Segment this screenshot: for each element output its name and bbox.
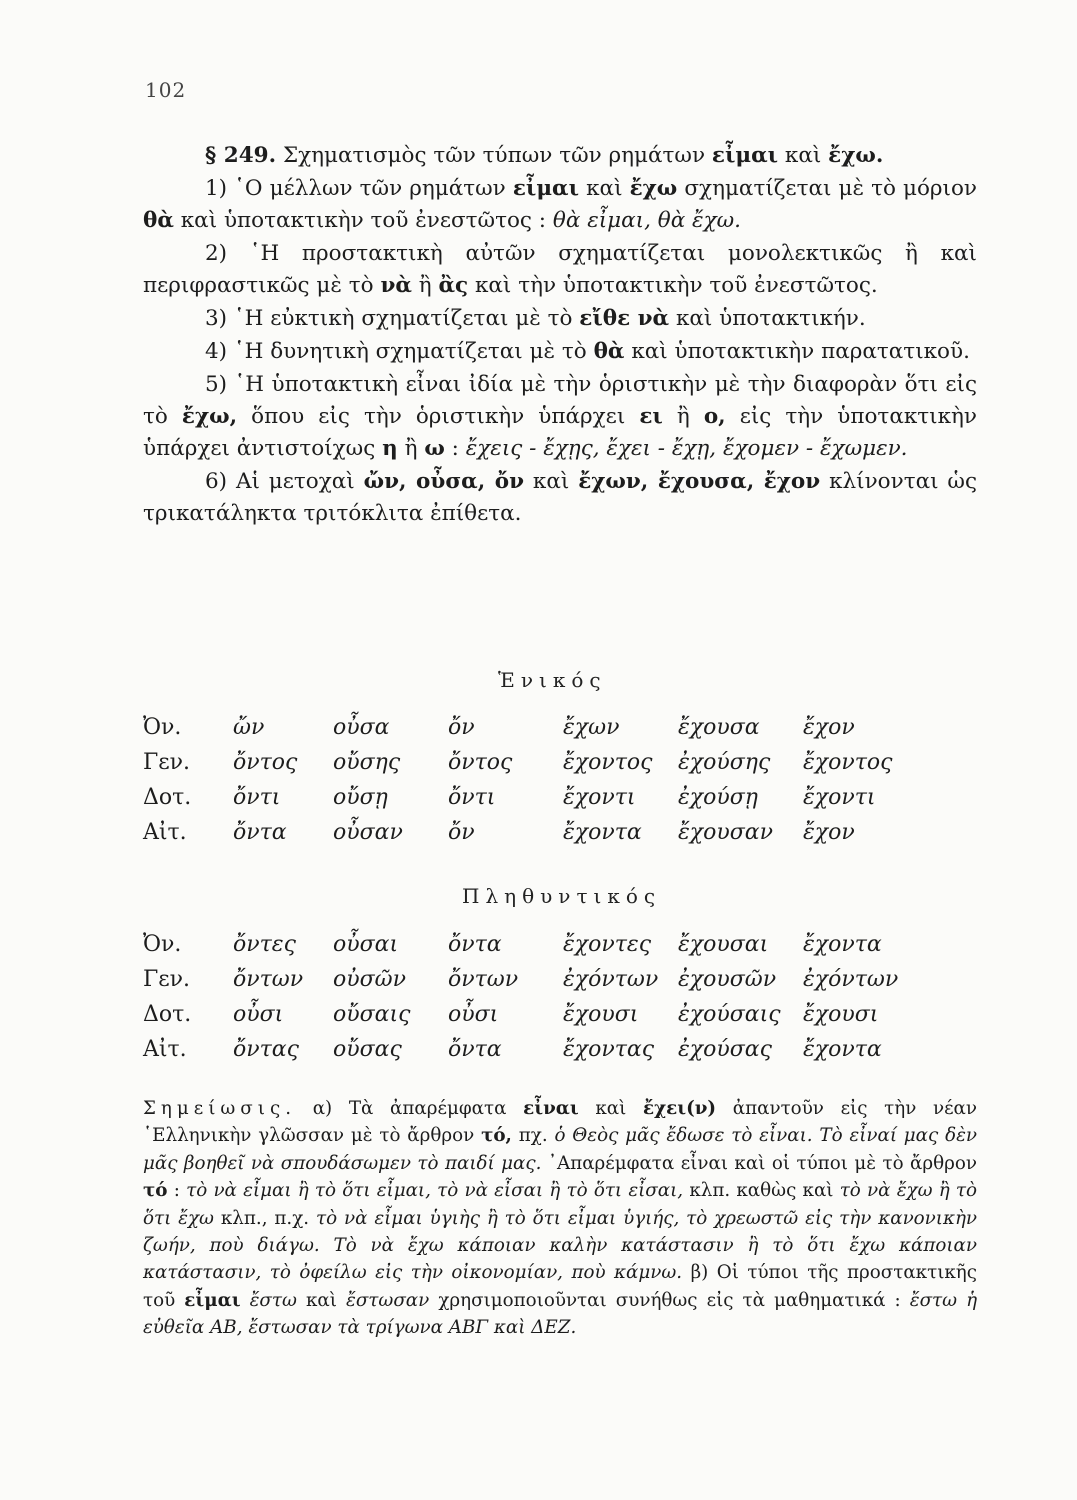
paragraph-3: 3) ῾Η εὐκτικὴ σχηματίζεται μὲ τὸ εἴθε νὰ καὶ ὑποτακτικήν. <box>205 306 866 331</box>
page-number: 102 <box>145 78 187 102</box>
paragraph-1: 1) ῾Ο μέλλων τῶν ρημάτων εἶμαι καὶ ἔχω σχηματίζεται μὲ τὸ μόριον θὰ καὶ ὑποτακτικὴν τοῦ ἐνεστῶτος : θὰ εἶμαι, θὰ ἔχω. <box>143 176 978 233</box>
paragraph-5: 5) ῾Η ὑποτακτικὴ εἶναι ἰδία μὲ τὴν ὁριστικὴν μὲ τὴν διαφορὰν ὅτι εἰς τὸ ἔχω, ὅπου εἰς τὴν ὁριστικὴν ὑπάρχει ει ἢ ο, εἰς τὴν ὑποτακτικὴν ὑπάρχει ἀντιστοίχως η ἢ ω : ἔχεις - ἔχῃς, ἔχει - ἔχῃ, ἔχομεν - ἔχωμεν. <box>143 372 977 461</box>
plural-title: Πληθυντικός <box>462 884 662 908</box>
main-text <box>143 140 977 531</box>
paragraph-6: 6) Αἱ μετοχαὶ ὤν, οὖσα, ὄν καὶ ἔχων, ἔχουσα, ἔχον κλίνονται ὡς τρικατάληκτα τριτόκλιτα ἐπίθετα. <box>143 469 977 526</box>
paragraph-4: 4) ῾Η δυνητικὴ σχηματίζεται μὲ τὸ θὰ καὶ ὑποτακτικὴν παρατατικοῦ. <box>205 339 970 364</box>
singular-title: Ἑνικός <box>498 668 607 692</box>
note-label: Σημείωσις. <box>143 1098 297 1119</box>
note: Σημείωσις. α) Τὰ ἀπαρέμφατα εἶναι καὶ ἔχει(ν) ἀπαντοῦν εἰς τὴν νέαν ῾Ελληνικὴν γλῶσσαν μὲ τὸ ἄρθρον τό, πχ. ὁ Θεὸς μᾶς ἔδωσε τὸ εἶναι. Τὸ εἶναί μας δὲν μᾶς βοηθεῖ νὰ σπουδάσωμεν τὸ παιδί μας. ᾿Απαρέμφατα εἶναι καὶ οἱ τύποι μὲ τὸ ἄρθρον τό : τὸ νὰ εἶμαι ἢ τὸ ὅτι εἶμαι, τὸ νὰ εἶσαι ἢ τὸ ὅτι εἶσαι, κλπ. καθὼς καὶ τὸ νὰ ἔχω ἢ τὸ ὅτι ἔχω κλπ., π.χ. τὸ νὰ εἶμαι ὑγιὴς ἢ τὸ ὅτι εἶμαι ὑγιής, τὸ χρεωστῶ εἰς τὴν κανονικὴν ζωήν, ποὺ διάγω. Τὸ νὰ ἔχω κάποιαν καλὴν κατάστασιν ἢ τὸ ὅτι ἔχω κάποιαν κατάστασιν, τὸ ὀφείλω εἰς τὴν οἰκονομίαν, ποὺ κάμνω. β) Οἱ τύποι τῆς προστακτικῆς τοῦ εἶμαι ἔστω καὶ ἔστωσαν χρησιμοποιοῦνται συνήθως εἰς τὰ μαθηματικά : ἔστω ἡ εὐθεῖα ΑΒ, ἔστωσαν τὰ τρίγωνα ΑΒΓ καὶ ΔΕΖ. <box>143 1098 978 1339</box>
section-heading: § 249. Σχηματισμὸς τῶν τύπων τῶν ρημάτων εἶμαι καὶ ἔχω. <box>205 143 884 168</box>
paragraph-2: 2) ῾Η προστακτικὴ αὐτῶν σχηματίζεται μονολεκτικῶς ἢ καὶ περιφραστικῶς μὲ τὸ νὰ ἢ ἂς καὶ τὴν ὑποτακτικὴν τοῦ ἐνεστῶτος. <box>143 241 977 298</box>
section-mark: § 249. <box>205 143 277 168</box>
